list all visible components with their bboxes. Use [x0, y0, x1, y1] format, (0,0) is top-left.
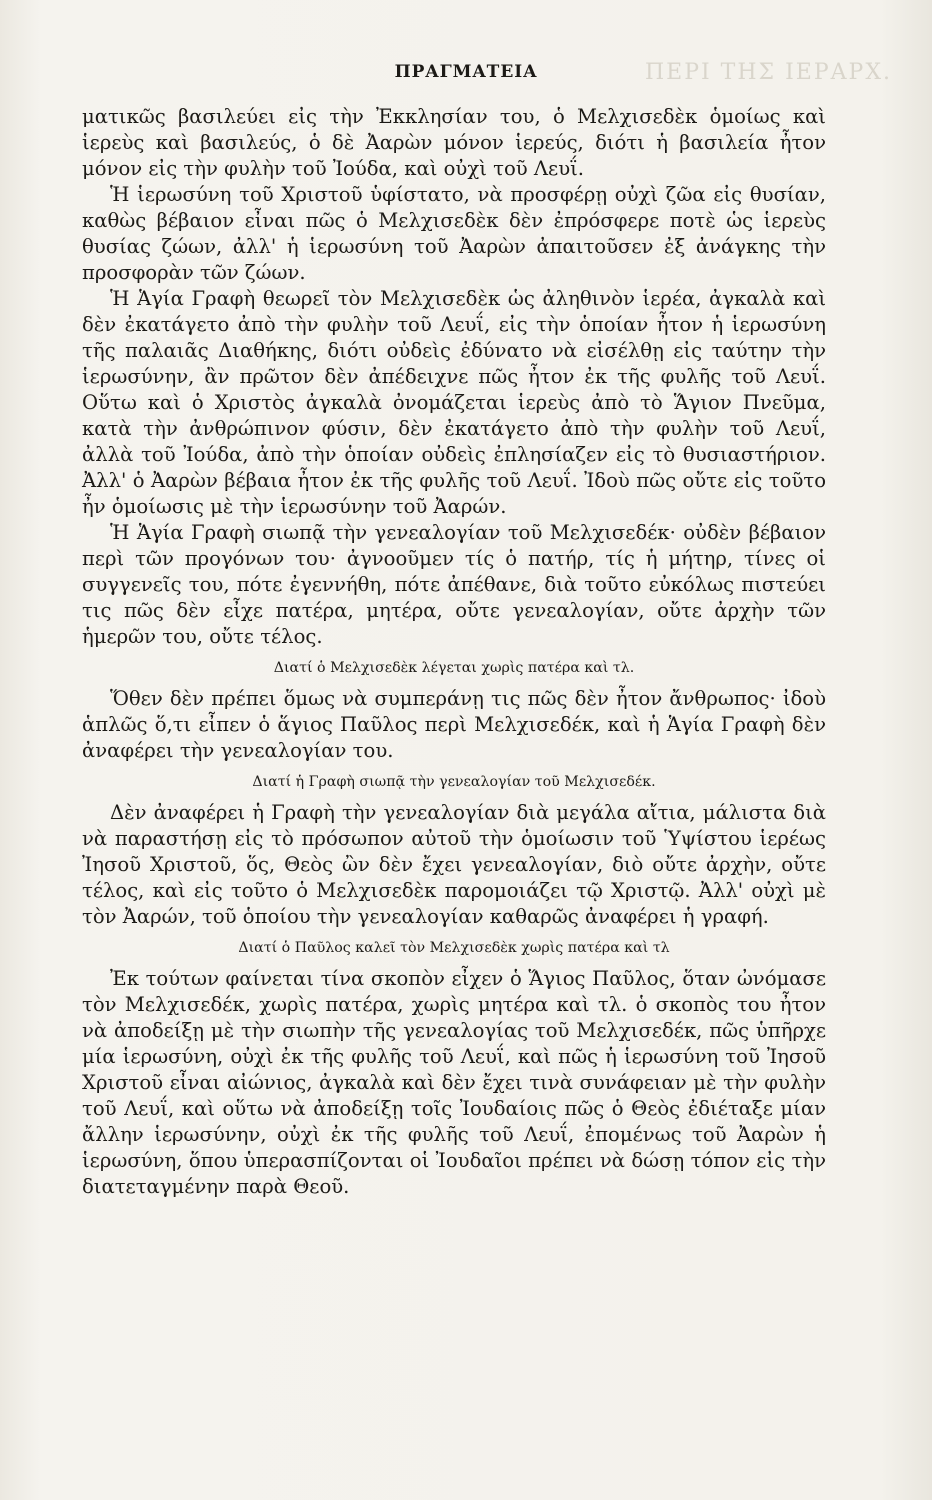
paragraph-1: ματικῶς βασιλεύει εἰς τὴν Ἐκκλησίαν του, ὁ Μελχισεδὲκ ὁμοίως καὶ ἱερεὺς καὶ βασιλεύς, ὁ δὲ Ἀαρὼν μόνον ἱερεύς, διότι ἡ βασιλεία ἦτον μόνον εἰς τὴν φυλὴν τοῦ Ἰούδα, καὶ οὐχὶ τοῦ Λευΐ.	[82, 105, 826, 180]
paragraph-4: Ἡ Ἁγία Γραφὴ σιωπᾷ τὴν γενεαλογίαν τοῦ Μελχισεδέκ· οὐδὲν βέβαιον περὶ τῶν προγόνων του· ἀγνοοῦμεν τίς ὁ πατήρ, τίς ἡ μήτηρ, τίνες οἱ συγγενεῖς του, πότε ἐγεννήθη, πότε ἀπέθανε, διὰ τοῦτο εὐκόλως πιστεύει τις πῶς δὲν εἶχε πατέρα, μητέρα, οὔτε γενεαλογίαν, οὔτε ἀρχὴν τῶν ἡμερῶν του, οὔτε τέλος.	[82, 521, 826, 648]
bleed-through-header: ΠΕΡΙ ΤΗΣ ΙΕΡΑΡΧ.	[644, 60, 892, 85]
paragraph-5: Ὅθεν δὲν πρέπει ὅμως νὰ συμπεράνῃ τις πῶς δὲν ἦτον ἄνθρωπος· ἰδοὺ ἁπλῶς ὅ,τι εἶπεν ὁ ἅγιος Παῦλος περὶ Μελχισεδέκ, καὶ ἡ Ἁγία Γραφὴ δὲν ἀναφέρει τὴν γενεαλογίαν του.	[82, 687, 826, 762]
subheading-3: Διατί ὁ Παῦλος καλεῖ τὸν Μελχισεδὲκ χωρὶς πατέρα καὶ τλ	[238, 940, 670, 956]
subheading-1: Διατί ὁ Μελχισεδὲκ λέγεται χωρὶς πατέρα καὶ τλ.	[273, 660, 635, 676]
running-header: ΠΡΑΓΜΑΤΕΙΑ	[394, 62, 538, 82]
paragraph-2: Ἡ ἱερωσύνη τοῦ Χριστοῦ ὑφίστατο, νὰ προσφέρῃ οὐχὶ ζῶα εἰς θυσίαν, καθὼς βέβαιον εἶναι πῶς ὁ Μελχισεδὲκ δὲν ἐπρόσφερε ποτὲ ὡς ἱερεὺς θυσίας ζώων, ἀλλ' ἡ ἱερωσύνη τοῦ Ἀαρὼν ἀπαιτοῦσεν ἐξ ἀνάγκης τὴν προσφορὰν τῶν ζώων.	[82, 183, 826, 284]
paragraph-7: Ἐκ τούτων φαίνεται τίνα σκοπὸν εἶχεν ὁ Ἅγιος Παῦλος, ὅταν ὠνόμασε τὸν Μελχισεδέκ, χωρὶς πατέρα, χωρὶς μητέρα καὶ τλ. ὁ σκοπὸς του ἦτον νὰ ἀποδείξῃ μὲ τὴν σιωπὴν τῆς γενεαλογίας τοῦ Μελχισεδέκ, πῶς ὑπῆρχε μία ἱερωσύνη, οὐχὶ ἐκ τῆς φυλῆς τοῦ Λευΐ, καὶ πῶς ἡ ἱερωσύνη τοῦ Ἰησοῦ Χριστοῦ εἶναι αἰώνιος, ἀγκαλὰ καὶ δὲν ἔχει τινὰ συνάφειαν μὲ τὴν φυλὴν τοῦ Λευΐ, καὶ οὕτω νὰ ἀποδείξῃ τοῖς Ἰουδαίοις πῶς ὁ Θεὸς ἐδιέταξε μίαν ἄλλην ἱερωσύνην, οὐχὶ ἐκ τῆς φυλῆς τοῦ Λευΐ, ἐπομένως τοῦ Ἀαρὼν ἡ ἱερωσύνη, ὅπου ὑπερασπίζονται οἱ Ἰουδαῖοι πρέπει νὰ δώσῃ τόπον εἰς τὴν διατεταγμένην παρὰ Θεοῦ.	[82, 967, 826, 1198]
page-body	[82, 104, 826, 1200]
subheading-2: Διατί ἡ Γραφὴ σιωπᾷ τὴν γενεαλογίαν τοῦ Μελχισεδέκ.	[252, 774, 656, 790]
paragraph-6: Δὲν ἀναφέρει ἡ Γραφὴ τὴν γενεαλογίαν διὰ μεγάλα αἴτια, μάλιστα διὰ νὰ παραστήσῃ εἰς τὸ πρόσωπον αὐτοῦ τὴν ὁμοίωσιν τοῦ Ὑψίστου ἱερέως Ἰησοῦ Χριστοῦ, ὅς, Θεὸς ὢν δὲν ἔχει γενεαλογίαν, διὸ οὔτε ἀρχὴν, οὔτε τέλος, καὶ εἰς τοῦτο ὁ Μελχισεδὲκ παρομοιάζει τῷ Χριστῷ. Ἀλλ' οὐχὶ μὲ τὸν Ἀαρών, τοῦ ὁποίου τὴν γενεαλογίαν καθαρῶς ἀναφέρει ἡ γραφή.	[82, 801, 826, 928]
paragraph-3: Ἡ Ἁγία Γραφὴ θεωρεῖ τὸν Μελχισεδὲκ ὡς ἀληθινὸν ἱερέα, ἀγκαλὰ καὶ δὲν ἐκατάγετο ἀπὸ τὴν φυλὴν τοῦ Λευΐ, εἰς τὴν ὁποίαν ἦτον ἡ ἱερωσύνη τῆς παλαιᾶς Διαθήκης, διότι οὐδεὶς ἐδύνατο νὰ εἰσέλθῃ εἰς ταύτην τὴν ἱερωσύνην, ἂν πρῶτον δὲν ἀπέδειχνε πῶς ἦτον ἐκ τῆς φυλῆς τοῦ Λευΐ. Οὕτω καὶ ὁ Χριστὸς ἀγκαλὰ ὀνομάζεται ἱερεὺς ἀπὸ τὸ Ἅγιον Πνεῦμα, κατὰ τὴν ἀνθρώπινον φύσιν, δὲν ἐκατάγετο ἀπὸ τὴν φυλὴν τοῦ Λευΐ, ἀλλὰ τοῦ Ἰούδα, ἀπὸ τὴν ὁποίαν οὐδεὶς ἐπλησίαζεν εἰς τὸ θυσιαστήριον. Ἀλλ' ὁ Ἀαρὼν βέβαια ἦτον ἐκ τῆς φυλῆς τοῦ Λευΐ. Ἰδοὺ πῶς οὔτε εἰς τοῦτο ἦν ὁμοίωσις μὲ τὴν ἱερωσύνην τοῦ Ἀαρών.	[82, 287, 826, 518]
